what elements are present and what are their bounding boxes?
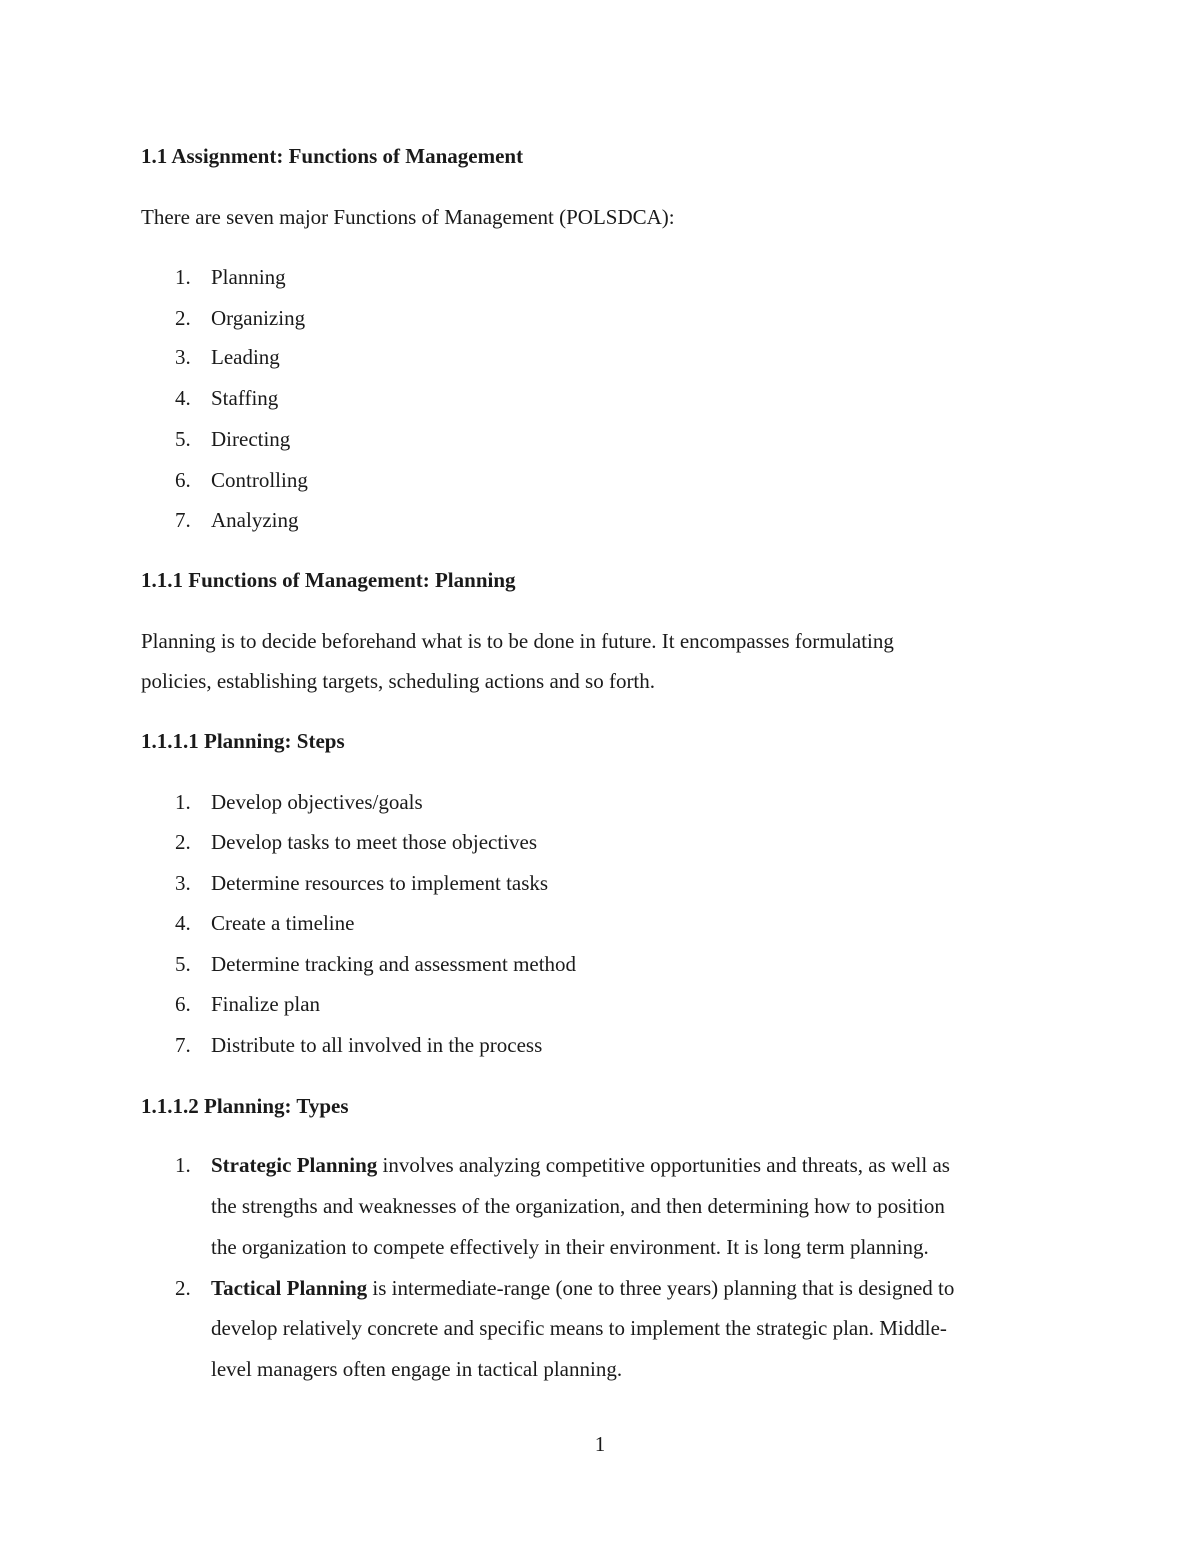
list-text: Controlling [211,468,308,492]
list-number: 4. [175,386,191,410]
heading-assignment: 1.1 Assignment: Functions of Management [141,144,524,168]
list-text-continuation: level managers often engage in tactical planning. [211,1357,623,1381]
heading-planning-types: 1.1.1.2 Planning: Types [141,1094,349,1118]
term-strategic-planning: Strategic Planning [211,1153,378,1177]
list-number: 6. [175,468,191,492]
intro-paragraph: There are seven major Functions of Management (POLSDCA): [141,205,675,229]
list-text: Leading [211,345,280,369]
list-text: Finalize plan [211,992,321,1016]
list-text-continuation: the strengths and weaknesses of the organization, and then determining how to position [211,1194,945,1218]
list-text: Determine resources to implement tasks [211,871,549,895]
list-text: Staffing [211,386,279,410]
list-text: Distribute to all involved in the process [211,1033,543,1057]
page-number: 1 [594,1432,606,1456]
list-number: 1. [175,790,191,814]
list-text-rest: is intermediate-range (one to three years) planning that is designed to [367,1276,955,1300]
list-text [211,1153,950,1178]
heading-planning-steps: 1.1.1.1 Planning: Steps [141,729,345,753]
heading-planning: 1.1.1 Functions of Management: Planning [141,568,516,592]
list-text: Analyzing [211,508,299,532]
list-number: 3. [175,345,191,369]
list-number: 4. [175,911,191,935]
list-number: 2. [175,1276,191,1300]
list-number: 7. [175,1033,191,1057]
list-number: 5. [175,427,191,451]
list-text-continuation: the organization to compete effectively in their environment. It is long term planning. [211,1235,929,1259]
list-number: 5. [175,952,191,976]
list-number: 2. [175,830,191,854]
planning-paragraph-line: policies, establishing targets, scheduling actions and so forth. [141,669,656,693]
list-number: 6. [175,992,191,1016]
list-number: 3. [175,871,191,895]
list-text: Planning [211,265,286,289]
list-number: 2. [175,306,191,330]
list-number: 7. [175,508,191,532]
list-text: Develop objectives/goals [211,790,423,814]
term-tactical-planning: Tactical Planning [211,1276,368,1300]
list-text: Determine tracking and assessment method [211,952,577,976]
list-text: Develop tasks to meet those objectives [211,830,538,854]
list-text: Create a timeline [211,911,355,935]
list-text: Directing [211,427,291,451]
planning-paragraph-line: Planning is to decide beforehand what is to be done in future. It encompasses formulating [141,629,894,653]
list-text: Organizing [211,306,306,330]
list-text-rest: involves analyzing competitive opportunities and threats, as well as [377,1153,950,1177]
list-text [211,1276,954,1301]
list-number: 1. [175,1153,191,1177]
list-number: 1. [175,265,191,289]
list-text-continuation: develop relatively concrete and specific means to implement the strategic plan. Middle- [211,1316,947,1340]
